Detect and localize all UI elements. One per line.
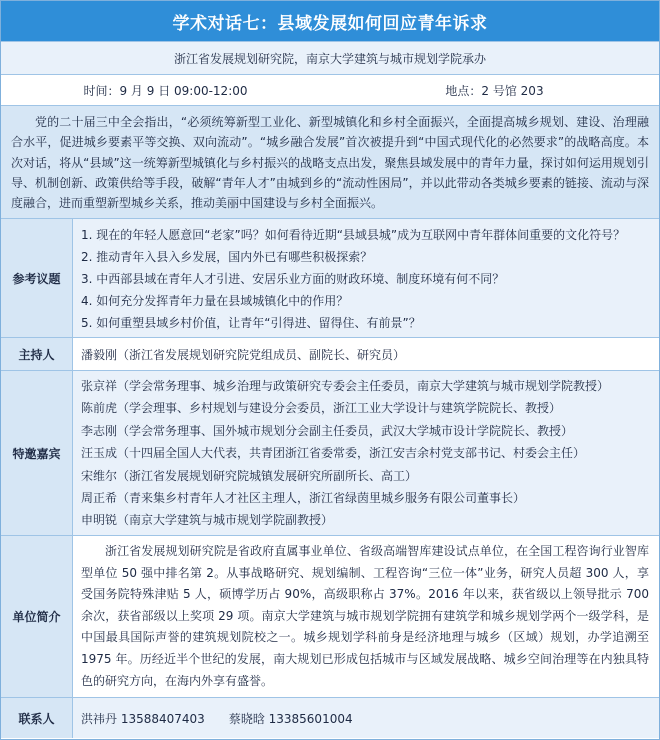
guest-item: 陈前虎（学会理事、乡村规划与建设分会委员，浙江工业大学设计与建筑学院院长、教授）: [81, 401, 562, 416]
guests-label: 特邀嘉宾: [1, 371, 73, 535]
contact-list: [73, 698, 659, 738]
time-text: 时间：9 月 9 日 09:00-12:00: [83, 83, 248, 98]
guest-item: 汪玉成（十四届全国人大代表，共青团浙江省委常委，浙江安吉余村党支部书记、村委会主任）: [81, 446, 586, 461]
contact-label: 联系人: [1, 698, 73, 738]
contact-person: 洪祎丹 13588407403: [81, 711, 205, 726]
contact-person: 蔡晓晗 13385601004: [228, 711, 353, 726]
contact-row: [1, 697, 659, 738]
topics-label: 参考议题: [1, 219, 73, 337]
organizer-row: [1, 41, 659, 74]
unit-row: [1, 535, 659, 697]
guest-item: 张京祥（学会常务理事、城乡治理与政策研究专委会主任委员，南京大学建筑与城市规划学院教授）: [81, 379, 610, 393]
topic-item: 2. 推动青年入县入乡发展，国内外已有哪些积极探索？: [81, 250, 373, 264]
guest-item: 申明锐（南京大学建筑与城市规划学院副教授）: [81, 513, 334, 528]
page-title: 学术对话七：县域发展如何回应青年诉求: [1, 1, 659, 41]
guests-list: [73, 371, 659, 535]
guests-row: [1, 370, 659, 535]
host-label: 主持人: [1, 338, 73, 370]
venue-cell: [330, 75, 659, 105]
intro-row: [1, 105, 659, 218]
topic-item: 3. 中西部县域在青年人才引进、安居乐业方面的财政环境、制度环境有何不同？: [81, 272, 505, 286]
time-cell: [1, 75, 330, 105]
unit-paragraph: 浙江省发展规划研究院是省政府直属事业单位、省级高端智库建设试点单位，在全国工程咨询行业智库型单位 50 强中排名第 2。从事战略研究、规划编制、工程咨询“三位一体”业务，研究人员超 300 人，享受国务院特殊津贴 5 人，硕博学历占 90%，高级职称占 37%。2016 年以来，获省级以上领导批示 700 余次，获省部级以上奖项 29 项。南京大学建筑与城市规划学院拥有建筑学和城乡规划学两个一级学科，是中国最具国际声誉的建筑规划院校之一。城乡规划学科前身是经济地理与城乡（区域）规划，办学追溯至 1975 年。历经近半个世纪的发展，南大规划已形成包括城市与区域发展战略、城乡空间治理等在内独具特色的研究方向，在海内外享有盛誉。: [81, 544, 649, 688]
topics-row: [1, 218, 659, 337]
venue-text: 地点：2 号馆 203: [445, 83, 544, 98]
organizer-text: 浙江省发展规划研究院，南京大学建筑与城市规划学院承办: [173, 51, 486, 66]
topics-list: [73, 219, 659, 337]
topic-item: 1. 现在的年轻人愿意回“老家”吗？如何看待近期“县域县城”成为互联网中青年群体间重要的文化符号？: [81, 228, 626, 242]
intro-paragraph: 党的二十届三中全会指出，“必须统筹新型工业化、新型城镇化和乡村全面振兴，全面提高城乡规划、建设、治理融合水平，促进城乡要素平等交换、双向流动”。“城乡融合发展”首次被提升到“中国式现代化的必然要求”的战略高度。本次对话，将从“县域”这一统筹新型城镇化与乡村振兴的战略支点出发，聚焦县域发展中的青年力量，探讨如何运用规划引导、机制创新、政策供给等手段，破解“青年人才”由城到乡的“流动性困局”，并以此带动各类城乡要素的链接、流动与深度融合，进而重塑新型城乡关系，推动美丽中国建设与乡村全面振兴。: [11, 115, 649, 211]
host-row: [1, 337, 659, 370]
unit-label: 单位简介: [1, 536, 73, 697]
guest-item: 李志刚（学会常务理事、国外城市规划分会副主任委员，武汉大学城市设计学院院长、教授）: [81, 423, 574, 438]
unit-content: [73, 536, 659, 697]
host-value: 潘毅刚（浙江省发展规划研究院党组成员、副院长、研究员）: [73, 338, 659, 370]
guest-item: 宋维尔（浙江省发展规划研究院城镇发展研究所副所长、高工）: [81, 468, 418, 483]
topic-item: 4. 如何充分发挥青年力量在县域城镇化中的作用？: [81, 294, 349, 308]
time-venue-row: [1, 74, 659, 105]
guest-item: 周正希（青来集乡村青年人才社区主理人，浙江省绿茵里城乡服务有限公司董事长）: [81, 490, 526, 505]
topic-item: 5. 如何重塑县域乡村价值，让青年“引得进、留得住、有前景”？: [81, 316, 421, 330]
